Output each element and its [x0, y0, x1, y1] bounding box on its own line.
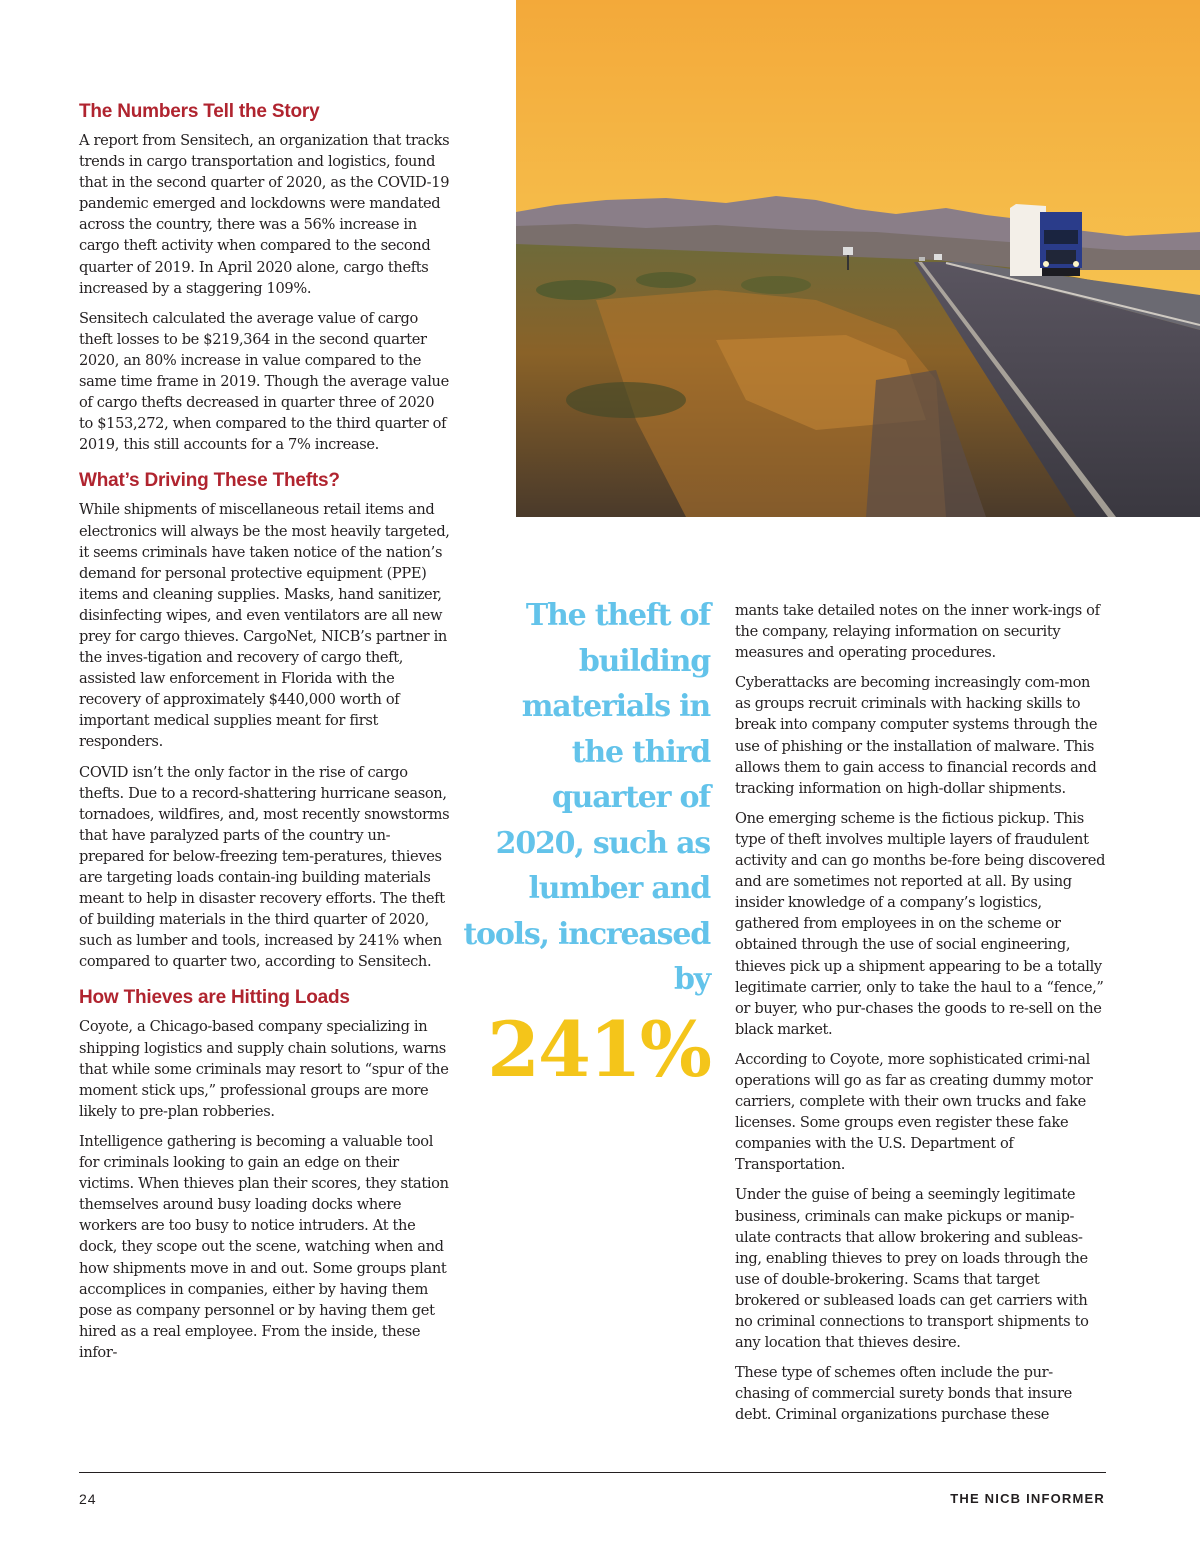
paragraph: Cyberattacks are becoming increasingly com-mon as groups recruit criminals with hacking skills to break into company computer systems through the use of phishing or the installation of malware. This allows them to gain access to financial records and tracking information on high-dollar shipments.	[735, 674, 1098, 797]
paragraph: While shipments of miscellaneous retail items and electronics will always be the most heavily targeted, it seems criminals have taken notice of the nation’s demand for personal protective equipment (PPE) items and cleaning supplies. Masks, hand sanitizer, disinfecting wipes, and even ventilators are all new prey for cargo thieves. CargoNet, NICB’s partner in the inves-tigation and recovery of cargo theft, assisted law enforcement in Florida with the recovery of approximately $440,000 worth of important medical supplies meant for first responders.	[79, 501, 450, 751]
pull-quote	[462, 593, 710, 1095]
footer-divider	[79, 1472, 1106, 1473]
pull-quote-text: The theft of building materials in the third quarter of 2020, such as lumber and tools, increased by	[463, 598, 710, 997]
pull-quote-number: 241%	[487, 1004, 710, 1094]
section-heading: How Thieves are Hitting Loads	[79, 987, 350, 1009]
paragraph: One emerging scheme is the fictious pickup. This type of theft involves multiple layers of fraudulent activity and can go months be-fore being discovered and are sometimes not reported at all. By using insider knowledge of a company’s logistics, gathered from employees in on the scheme or obtained through the use of social engineering, thieves pick up a shipment appearing to be a totally legitimate carrier, only to take the haul to a “fence,” or buyer, who pur-chases the goods to re-sell on the black market.	[735, 809, 1106, 1038]
paragraph: According to Coyote, more sophisticated crimi-nal operations will go as far as creating dummy motor carriers, complete with their own trucks and fake licenses. Some groups even register these fake companies with the U.S. Department of Transportation.	[735, 1050, 1093, 1174]
paragraph: mants take detailed notes on the inner work-ings of the company, relaying information on security measures and operating procedures.	[735, 602, 1100, 662]
paragraph: COVID isn’t the only factor in the rise of cargo thefts. Due to a record-shattering hurricane season, tornadoes, wildfires, and, most recently snowstorms that have paralyzed parts of the country un-prepared for below-freezing tem-peratures, thieves are targeting loads contain-ing building materials meant to help in disaster recovery efforts. The theft of building materials in the third quarter of 2020, such as lumber and tools, increased by 241% when compared to quarter two, according to Sensitech.	[79, 763, 450, 971]
truck-highway-photo	[516, 0, 1200, 517]
page-number: 24	[79, 1491, 97, 1507]
section-numbers	[79, 100, 451, 455]
paragraph: Intelligence gathering is becoming a valuable tool for criminals looking to gain an edge on their victims. When thieves plan their scores, they station themselves around busy loading docks where workers are too busy to notice intruders. At the dock, they scope out the scene, watching when and how shipments move in and out. Some groups plant accomplices in companies, either by having them pose as company personnel or by having them get hired as a real employee. From the inside, these infor-	[79, 1132, 449, 1361]
right-column	[735, 600, 1107, 1434]
paragraph: Coyote, a Chicago-based company specializing in shipping logistics and supply chain solutions, warns that while some criminals may resort to “spur of the moment stick ups,” professional groups are more likely to pre-plan robberies.	[79, 1018, 449, 1120]
publication-title: THE NICB INFORMER	[950, 1491, 1105, 1506]
paragraph: Sensitech calculated the average value of cargo theft losses to be $219,364 in the second quarter 2020, an 80% increase in value compared to the same time frame in 2019. Though the average value of cargo thefts decreased in quarter three of 2020 to $153,272, when compared to the third quarter of 2019, this still accounts for a 7% increase.	[79, 309, 449, 454]
paragraph: A report from Sensitech, an organization that tracks trends in cargo transportation and logistics, found that in the second quarter of 2020, as the COVID-19 pandemic emerged and lockdowns were mandated across the country, there was a 56% increase in cargo theft activity when compared to the second quarter of 2019. In April 2020 alone, cargo thefts increased by a staggering 109%.	[79, 132, 450, 297]
paragraph: Under the guise of being a seemingly legitimate business, criminals can make pickups or manip-ulate contracts that allow brokering and subleas-ing, enabling thieves to prey on loads through the use of double-brokering. Scams that target brokered or subleased loads can get carriers with no criminal connections to transport shipments to any location that thieves desire.	[735, 1186, 1089, 1352]
section-hitting-loads	[79, 986, 451, 1363]
section-heading: The Numbers Tell the Story	[79, 101, 320, 122]
left-column	[79, 100, 451, 1377]
paragraph: These type of schemes often include the pur-chasing of commercial surety bonds that insure debt. Criminal organizations purchase these	[735, 1364, 1072, 1424]
section-heading: What’s Driving These Thefts?	[79, 470, 340, 492]
section-driving	[79, 469, 451, 972]
